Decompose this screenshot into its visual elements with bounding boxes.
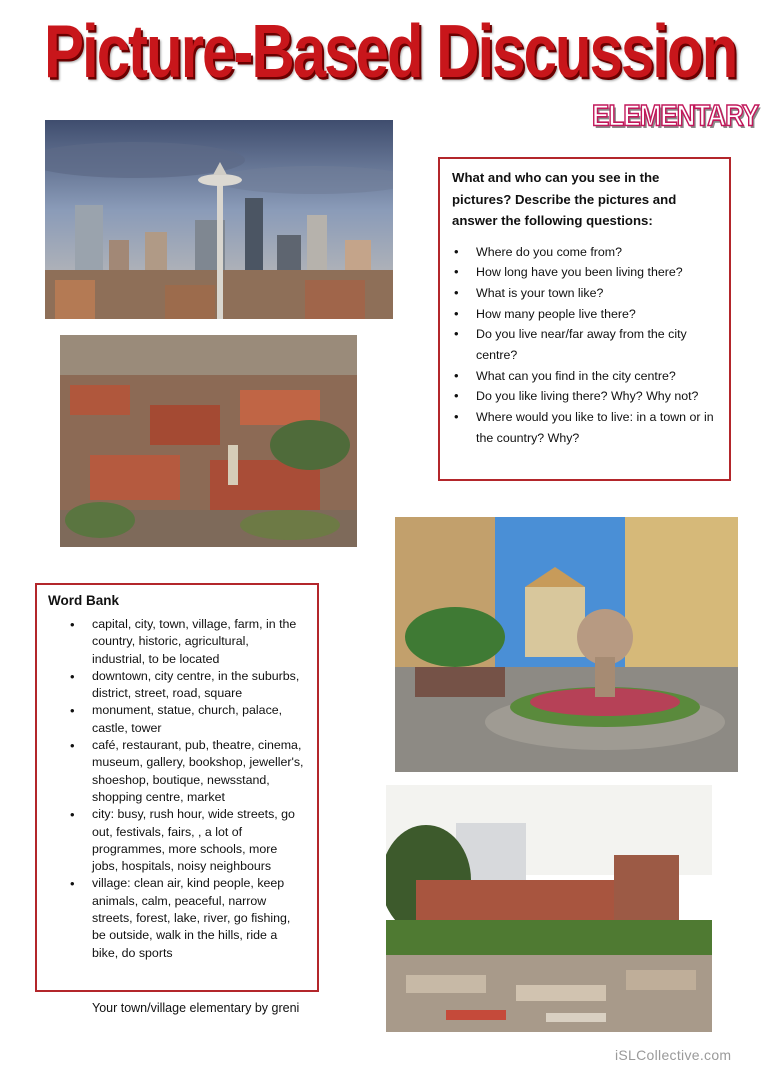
bullet-icon: • — [70, 738, 75, 754]
page-title: Picture-Based Discussion — [44, 9, 737, 93]
bullet-icon: • — [70, 807, 75, 823]
bullet-icon: • — [454, 284, 459, 300]
list-item: • How many people live there? — [452, 304, 719, 325]
word-bank-list — [48, 616, 307, 962]
bullet-icon: • — [70, 617, 75, 632]
level-label: ELEMENTARY — [592, 98, 759, 133]
bullet-icon: • — [70, 703, 75, 719]
bullet-icon: • — [454, 243, 459, 259]
footer-watermark: iSLCollective.com — [615, 1047, 732, 1063]
bullet-icon: • — [454, 388, 459, 404]
town-square-photo — [395, 517, 738, 772]
bullet-icon: • — [454, 305, 459, 321]
list-item: • Do you like living there? Why? Why not? — [452, 386, 719, 407]
bullet-icon: • — [70, 668, 75, 684]
bullet-icon: • — [70, 876, 75, 892]
bullet-icon: • — [454, 326, 459, 342]
list-item: • Where would you like to live: in a town or in the country? Why? — [454, 409, 714, 445]
list-item: • city: busy, rush hour, wide streets, go out, festivals, fairs, , a lot of programmes, more schools, more jobs, hospitals, noisy neighbours — [70, 807, 295, 874]
bullet-icon: • — [454, 264, 459, 280]
bullet-icon: • — [454, 367, 459, 383]
list-item: • monument, statue, church, palace, castle, tower — [70, 703, 283, 735]
list-item: • How long have you been living there? — [452, 262, 719, 283]
skyline-photo — [45, 120, 393, 319]
list-item: • Where do you come from? — [452, 242, 719, 263]
list-item: • Do you live near/far away from the city centre? — [454, 326, 687, 363]
list-item: • What can you find in the city centre? — [452, 366, 719, 387]
worksheet-caption: Your town/village elementary by greni — [92, 1001, 300, 1015]
list-item: • What is your town like? — [452, 283, 719, 304]
word-bank-heading: Word Bank — [48, 593, 120, 608]
questions-box — [438, 157, 731, 481]
list-item: • café, restaurant, pub, theatre, cinema, museum, gallery, bookshop, jeweller's, shoeshop, boutique, newsstand, shopping centre, market — [70, 738, 304, 804]
word-bank-box — [35, 583, 319, 992]
ruins-photo — [386, 785, 712, 1032]
list-item: • village: clean air, kind people, keep animals, calm, peaceful, narrow streets, forest, lake, river, go fishing, be outside, walk in the hills, ride a bike, do sports — [70, 876, 291, 960]
list-item: • capital, city, town, village, farm, in the country, historic, agricultural, industrial, to be located — [70, 617, 297, 666]
bullet-icon: • — [454, 409, 459, 425]
list-item: • downtown, city centre, in the suburbs, district, street, road, square — [70, 668, 300, 701]
aerial-town-photo — [60, 335, 357, 547]
questions-list — [452, 242, 719, 449]
questions-intro: What and who can you see in the pictures? Describe the pictures and answer the following questions: — [452, 170, 677, 228]
